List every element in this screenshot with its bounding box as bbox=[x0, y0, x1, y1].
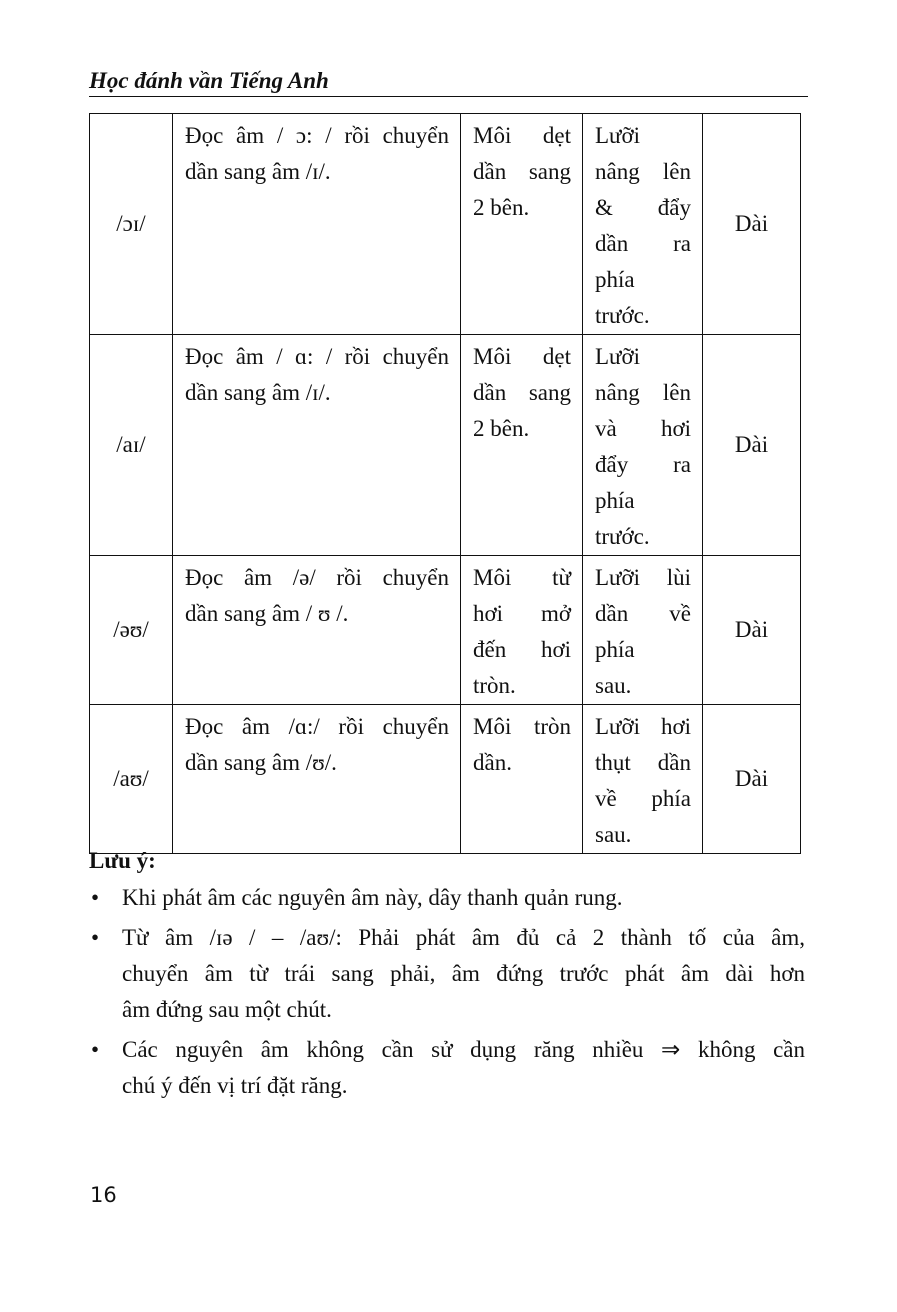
note-item bbox=[89, 920, 805, 1028]
desc-line: dần sang âm /ɪ/. bbox=[185, 159, 331, 184]
lips-line: 2 bên. bbox=[473, 416, 530, 441]
tongue-line: về phía bbox=[595, 786, 691, 811]
note-title: Lưu ý: bbox=[89, 848, 156, 873]
desc-line: Đọc âm / ɑ: / rồi chuyển bbox=[185, 344, 449, 369]
bullet-icon: • bbox=[91, 925, 100, 950]
desc-line: dần sang âm /ʊ/. bbox=[185, 750, 337, 775]
lips-line: Môi từ bbox=[473, 565, 571, 590]
bullet-icon: • bbox=[91, 1037, 100, 1062]
tongue-line: phía bbox=[595, 488, 635, 513]
table-row bbox=[90, 556, 801, 705]
tongue-line: sau. bbox=[595, 822, 632, 847]
desc-cell bbox=[173, 335, 461, 556]
tongue-line: & đẩy bbox=[595, 195, 691, 220]
lips-line: đến hơi bbox=[473, 637, 571, 662]
bullet-icon: • bbox=[91, 885, 100, 910]
tongue-line: Lưỡi lùi bbox=[595, 565, 691, 590]
tongue-line: Lưỡi bbox=[595, 344, 641, 369]
desc-line: dần sang âm / ʊ /. bbox=[185, 601, 349, 626]
length-cell: Dài bbox=[703, 114, 801, 335]
desc-cell bbox=[173, 114, 461, 335]
tongue-line: thụt dần bbox=[595, 750, 691, 775]
length-cell: Dài bbox=[703, 705, 801, 854]
note-line: Các nguyên âm không cần sử dụng răng nhiều ⇒ không cần bbox=[122, 1037, 805, 1062]
tongue-line: nâng lên bbox=[595, 380, 691, 405]
page-number: 16 bbox=[90, 1183, 117, 1207]
lips-cell bbox=[461, 114, 583, 335]
tongue-line: Lưỡi bbox=[595, 123, 641, 148]
sound-cell: /aɪ/ bbox=[90, 335, 173, 556]
note-line: Khi phát âm các nguyên âm này, dây thanh quản rung. bbox=[122, 885, 623, 910]
desc-line: Đọc âm /ɑ:/ rồi chuyển bbox=[185, 714, 449, 739]
lips-line: dần sang bbox=[473, 159, 571, 184]
header-rule bbox=[89, 96, 808, 97]
desc-cell bbox=[173, 556, 461, 705]
tongue-cell bbox=[583, 556, 703, 705]
table-row bbox=[90, 114, 801, 335]
desc-cell bbox=[173, 705, 461, 854]
tongue-line: phía bbox=[595, 637, 635, 662]
desc-line: Đọc âm / ɔ: / rồi chuyển bbox=[185, 123, 449, 148]
lips-line: Môi dẹt bbox=[473, 123, 571, 148]
lips-cell bbox=[461, 335, 583, 556]
table-row bbox=[90, 705, 801, 854]
tongue-line: dần về bbox=[595, 601, 691, 626]
note-line: Từ âm /ɪə / – /aʊ/: Phải phát âm đủ cả 2 thành tố của âm, bbox=[122, 925, 805, 950]
vowel-table bbox=[89, 113, 801, 854]
note-list bbox=[89, 880, 805, 1108]
lips-line: 2 bên. bbox=[473, 195, 530, 220]
lips-line: Môi dẹt bbox=[473, 344, 571, 369]
lips-line: dần. bbox=[473, 750, 512, 775]
length-cell: Dài bbox=[703, 556, 801, 705]
tongue-cell bbox=[583, 705, 703, 854]
note-item bbox=[89, 1032, 805, 1104]
tongue-line: phía bbox=[595, 267, 635, 292]
tongue-line: trước. bbox=[595, 524, 650, 549]
desc-line: Đọc âm /ə/ rồi chuyển bbox=[185, 565, 449, 590]
sound-cell: /ɔɪ/ bbox=[90, 114, 173, 335]
tongue-line: và hơi bbox=[595, 416, 691, 441]
tongue-line: nâng lên bbox=[595, 159, 691, 184]
running-header: Học đánh vần Tiếng Anh bbox=[89, 68, 329, 93]
tongue-line: trước. bbox=[595, 303, 650, 328]
note-line: chú ý đến vị trí đặt răng. bbox=[122, 1073, 348, 1098]
tongue-line: Lưỡi hơi bbox=[595, 714, 691, 739]
lips-line: Môi tròn bbox=[473, 714, 571, 739]
tongue-line: dần ra bbox=[595, 231, 691, 256]
tongue-line: sau. bbox=[595, 673, 632, 698]
note-item bbox=[89, 880, 805, 916]
lips-line: tròn. bbox=[473, 673, 516, 698]
desc-line: dần sang âm /ɪ/. bbox=[185, 380, 331, 405]
tongue-cell bbox=[583, 335, 703, 556]
lips-line: dần sang bbox=[473, 380, 571, 405]
lips-cell bbox=[461, 556, 583, 705]
lips-cell bbox=[461, 705, 583, 854]
sound-cell: /əʊ/ bbox=[90, 556, 173, 705]
sound-cell: /aʊ/ bbox=[90, 705, 173, 854]
tongue-cell bbox=[583, 114, 703, 335]
note-line: chuyển âm từ trái sang phải, âm đứng trước phát âm dài hơn bbox=[122, 961, 805, 986]
lips-line: hơi mở bbox=[473, 601, 571, 626]
table-row bbox=[90, 335, 801, 556]
note-line: âm đứng sau một chút. bbox=[122, 997, 332, 1022]
tongue-line: đẩy ra bbox=[595, 452, 691, 477]
length-cell: Dài bbox=[703, 335, 801, 556]
